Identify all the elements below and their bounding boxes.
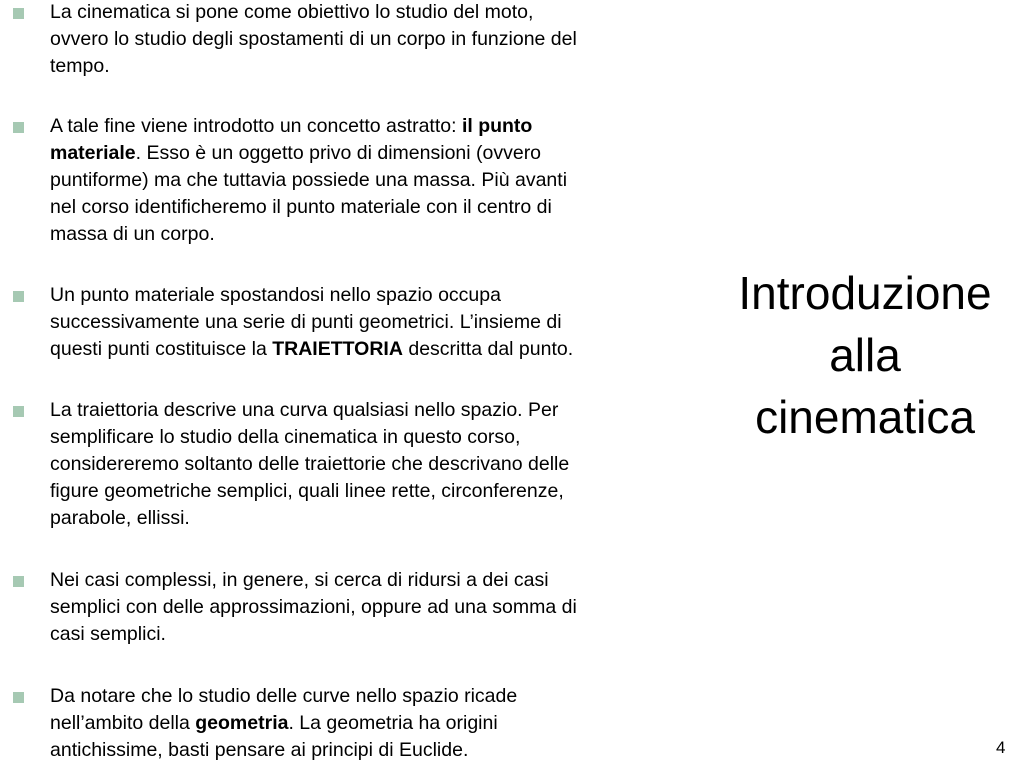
slide-title-line: alla [829,329,901,381]
square-bullet-icon [13,291,24,302]
page-number: 4 [996,738,1006,757]
bullet-text-segment: A tale fine viene introdotto un concetto astratto: [50,115,462,137]
bullet-text-segment: La cinematica si pone come obiettivo lo studio del moto, ovvero lo studio degli spostamenti di un corpo in funzione del tempo. [50,1,577,77]
bullet-text [50,683,690,764]
slide-title [705,262,1024,448]
bullet-text [50,113,690,248]
square-bullet-icon [13,406,24,417]
bullet-text [50,282,690,363]
square-bullet-icon [13,8,24,19]
bullet-text [50,0,690,80]
bullet-text-segment: La traiettoria descrive una curva qualsiasi nello spazio. Per semplificare lo studio della cinematica in questo corso, considereremo soltanto delle traiettorie che descrivano delle figure geometriche semplici, quali linee rette, circonferenze, parabole, ellissi. [50,399,570,529]
square-bullet-icon [13,122,24,133]
bullet-text-segment: . La geometria ha origini antichissime, basti pensare ai principi di Euclide. [50,712,498,761]
bullet-text-bold: il punto materiale [50,115,533,164]
square-bullet-icon [13,692,24,703]
bullet-text-bold: TRAIETTORIA [272,338,403,360]
square-bullet-icon [13,576,24,587]
bullet-text-segment: Un punto materiale spostandosi nello spazio occupa successivamente una serie di punti geometrici. L’insieme di questi punti costituisce la [50,284,562,360]
bullet-text-segment: descritta dal punto. [402,338,574,360]
slide-title-line: cinematica [755,391,975,443]
bullet-text [50,397,690,532]
slide-title-line: Introduzione [738,267,992,319]
bullet-text-bold: geometria [195,712,289,734]
bullet-text [50,567,690,648]
bullet-text-segment: Da notare che lo studio delle curve nello spazio ricade nell’ambito della [50,685,518,734]
bullet-text-segment: Nei casi complessi, in genere, si cerca di ridursi a dei casi semplici con delle approssimazioni, oppure ad una somma di casi semplici. [50,569,577,645]
bullet-text-segment: . Esso è un oggetto privo di dimensioni (ovvero puntiforme) ma che tuttavia possiede una massa. Più avanti nel corso identificheremo il punto materiale con il centro di massa di un corpo. [50,142,568,245]
